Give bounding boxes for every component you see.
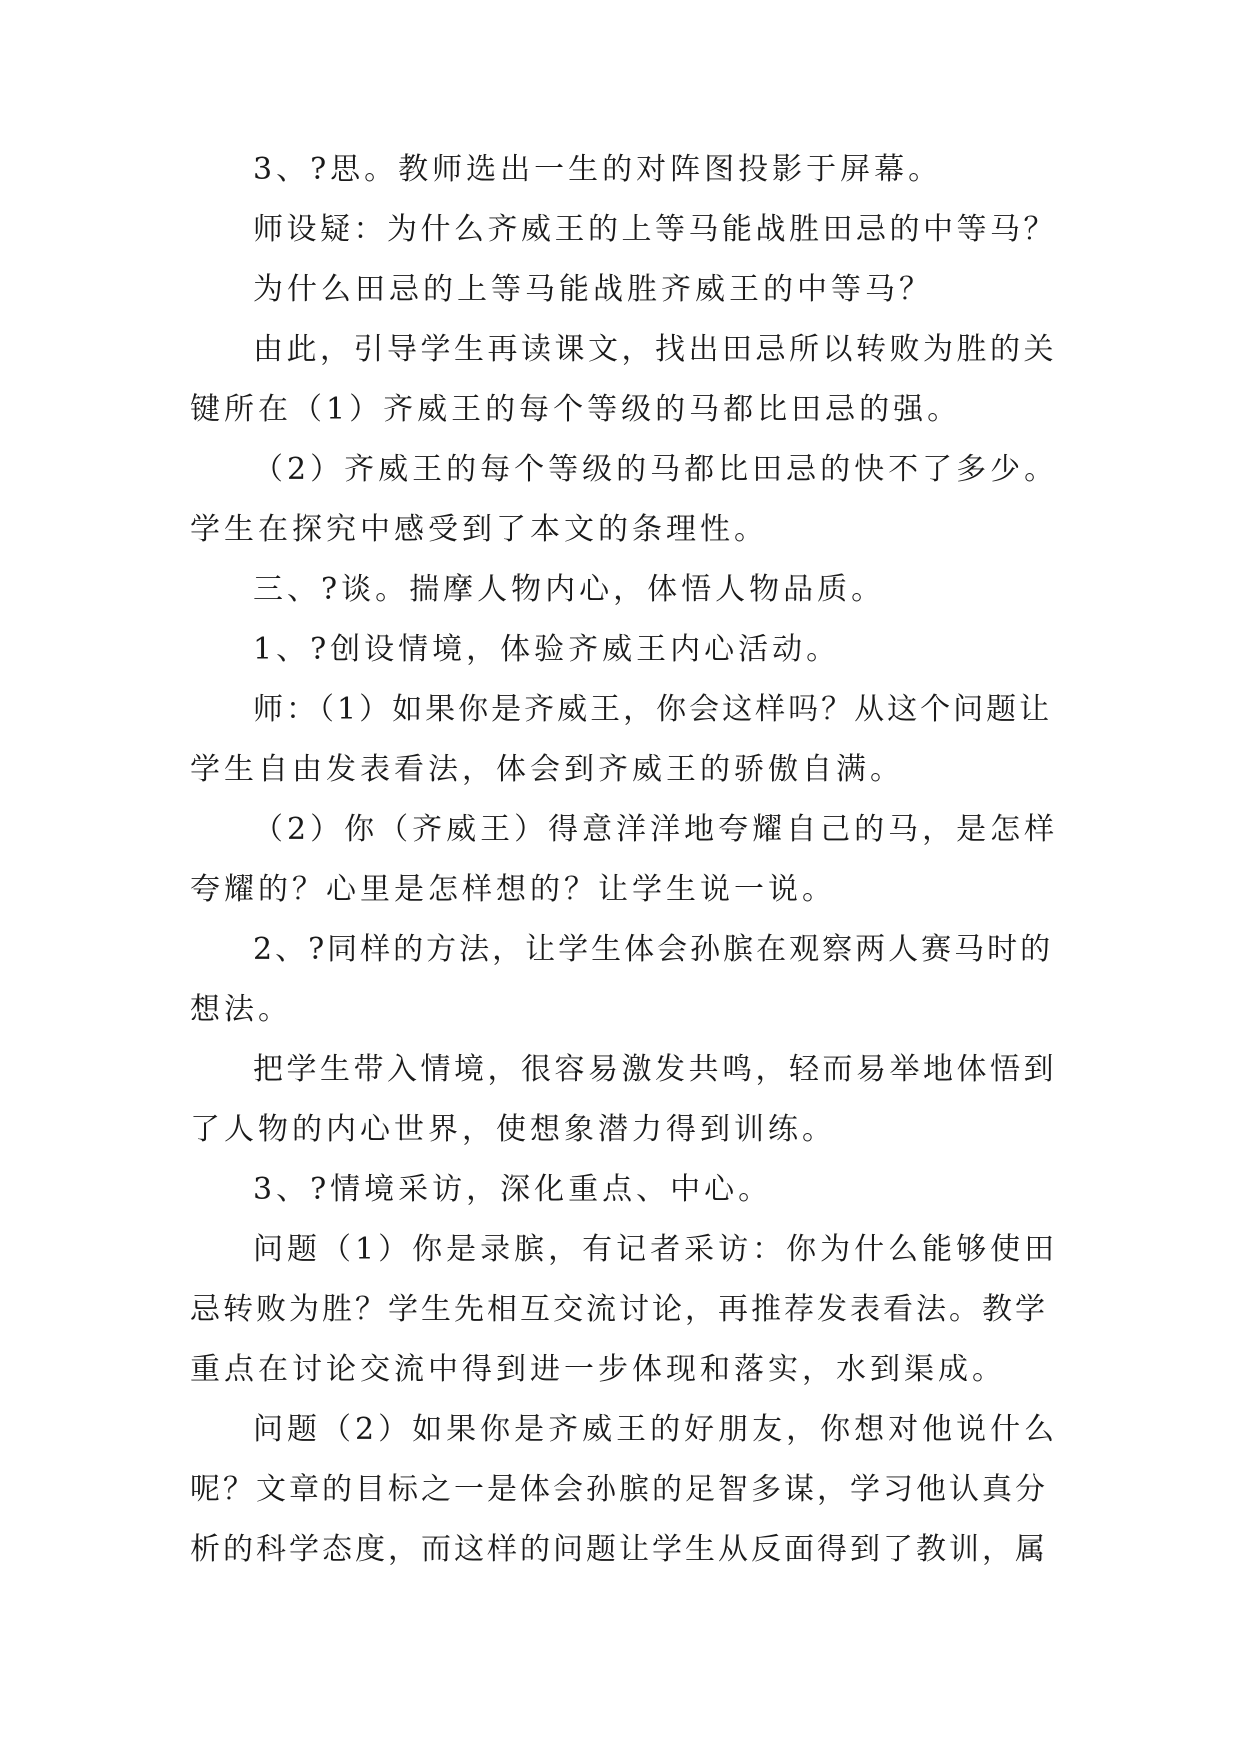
text-line: 1、?创设情境，体验齐威王内心活动。 [253, 632, 841, 667]
text-line: 把学生带入情境，很容易激发共鸣，轻而易举地体悟到 [253, 1052, 1057, 1087]
text-line: （2）你（齐威王）得意洋洋地夸耀自己的马，是怎样 [253, 812, 1059, 847]
text-line: 析的科学态度，而这样的问题让学生从反面得到了教训，属 [190, 1532, 1048, 1567]
text-line: 师：（1）如果你是齐威王，你会这样吗？从这个问题让 [253, 692, 1053, 727]
text-line: 呢？文章的目标之一是体会孙膑的足智多谋，学习他认真分 [190, 1472, 1048, 1507]
text-line: 师设疑：为什么齐威王的上等马能战胜田忌的中等马？ [253, 212, 1057, 247]
text-line: 2、?同样的方法，让学生体会孙膑在观察两人赛马时的 [253, 932, 1054, 967]
text-line: 问题（2）如果你是齐威王的好朋友，你想对他说什么 [253, 1412, 1059, 1447]
text-line: 学生自由发表看法，体会到齐威王的骄傲自满。 [190, 752, 904, 787]
text-line: 想法。 [190, 992, 292, 1027]
text-line: 由此，引导学生再读课文，找出田忌所以转败为胜的关 [253, 332, 1057, 367]
text-line: 3、?思。教师选出一生的对阵图投影于屏幕。 [253, 152, 943, 187]
text-line: 学生在探究中感受到了本文的条理性。 [190, 512, 768, 547]
text-line: 三、?谈。揣摩人物内心，体悟人物品质。 [253, 572, 886, 607]
text-line: 3、?情境采访，深化重点、中心。 [253, 1172, 773, 1207]
text-line: 问题（1）你是录膑，有记者采访：你为什么能够使田 [253, 1232, 1059, 1267]
text-line: 重点在讨论交流中得到进一步体现和落实，水到渠成。 [190, 1352, 1006, 1387]
text-line: 键所在（1）齐威王的每个等级的马都比田忌的强。 [190, 392, 962, 427]
text-line: （2）齐威王的每个等级的马都比田忌的快不了多少。 [253, 452, 1059, 487]
text-line: 了人物的内心世界，使想象潜力得到训练。 [190, 1112, 836, 1147]
text-line: 夸耀的？心里是怎样想的？让学生说一说。 [190, 872, 836, 907]
text-line: 忌转败为胜？学生先相互交流讨论，再推荐发表看法。教学 [190, 1292, 1048, 1327]
text-line: 为什么田忌的上等马能战胜齐威王的中等马？ [253, 272, 933, 307]
